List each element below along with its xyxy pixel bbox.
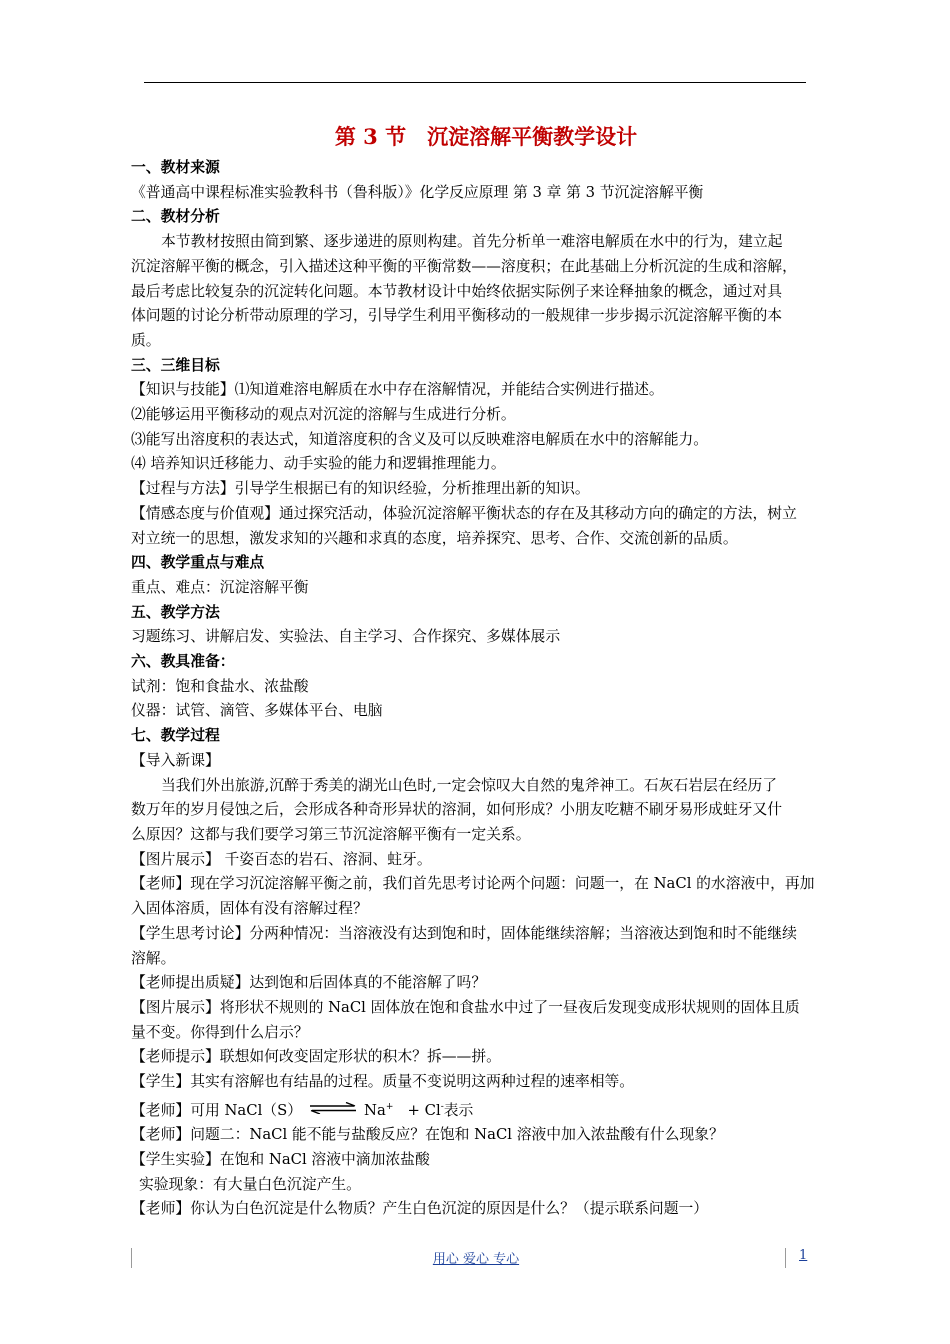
paragraph: 【老师提示】联想如何改变固定形状的积木？拆——拼。 [131, 1048, 501, 1066]
paragraph: 最后考虑比较复杂的沉淀转化问题。本节教材设计中始终依据实际例子来诠释抽象的概念，通过对具 [131, 282, 783, 300]
paragraph: 对立统一的思想，激发求知的兴趣和求真的态度，培养探究、思考、合作、交流创新的品质。 [131, 529, 738, 547]
paragraph: 【学生实验】在饱和 NaCl 溶液中滴加浓盐酸 [131, 1151, 430, 1169]
paragraph: 【老师提出质疑】达到饱和后固体真的不能溶解了吗？ [131, 974, 487, 992]
paragraph: 习题练习、讲解启发、实验法、自主学习、合作探究、多媒体展示 [131, 628, 561, 646]
paragraph: 【情感态度与价值观】通过探究活动，体验沉淀溶解平衡状态的存在及其移动方向的确定的方法，树立 [131, 504, 797, 522]
paragraph: 溶解。 [131, 949, 176, 967]
paragraph: 【老师】你认为白色沉淀是什么物质？产生白色沉淀的原因是什么？（提示联系问题一） [131, 1200, 709, 1218]
paragraph: 入固体溶质，固体有没有溶解过程？ [131, 900, 368, 918]
section-heading: 二、教材分析 [131, 208, 220, 226]
paragraph: 【知识与技能】⑴知道难溶电解质在水中存在溶解情况，并能结合实例进行描述。 [131, 381, 664, 399]
paragraph: ⑶能写出溶度积的表达式，知道溶度积的含义及可以反映难溶电解质在水中的溶解能力。 [131, 430, 709, 448]
paragraph: 本节教材按照由简到繁、逐步递进的原则构建。首先分析单一难溶电解质在水中的行为，建立起 [161, 233, 783, 251]
header-rule [144, 82, 806, 83]
paragraph: 【图片展示】将形状不规则的 NaCl 固体放在饱和食盐水中过了一昼夜后发现变成形状规则的固体且质 [131, 998, 800, 1016]
paragraph-label: 【导入新课】 [131, 751, 220, 769]
paragraph: 【过程与方法】引导学生根据已有的知识经验，分析推理出新的知识。 [131, 480, 590, 498]
page-number: 1 [799, 1248, 808, 1263]
paragraph: 【学生】其实有溶解也有结晶的过程。质量不变说明这两种过程的速率相等。 [131, 1073, 635, 1091]
page-title: 第 3 节 沉淀溶解平衡教学设计 [334, 124, 638, 149]
ion-chloride: Cl [424, 1101, 441, 1119]
paragraph: 仪器：试管、滴管、多媒体平台、电脑 [131, 702, 383, 720]
footer-motto: 用心 爱心 专心 [432, 1252, 520, 1267]
paragraph: 体问题的讨论分析带动原理的学习，引导学生利用平衡移动的一般规律一步步揭示沉淀溶解平衡的本 [131, 307, 783, 325]
equilibrium-equation [131, 1095, 821, 1124]
page-footer [131, 1246, 821, 1272]
paragraph: 【学生思考讨论】分两种情况：当溶液没有达到饱和时，固体能继续溶解；当溶液达到饱和时不能继续 [131, 924, 797, 942]
section-heading: 七、教学过程 [131, 727, 220, 745]
plus-sign: + [407, 1101, 420, 1119]
paragraph: 么原因？这都与我们要学习第三节沉淀溶解平衡有一定关系。 [131, 825, 531, 843]
ion-charge: + [385, 1101, 394, 1112]
paragraph: ⑷ 培养知识迁移能力、动手实验的能力和逻辑推理能力。 [131, 455, 506, 473]
paragraph: 实验现象：有大量白色沉淀产生。 [139, 1175, 361, 1193]
document-body [131, 118, 821, 1222]
equation-prefix: 【老师】可用 NaCl（S） [131, 1101, 303, 1119]
paragraph: 当我们外出旅游,沉醉于秀美的湖光山色时,一定会惊叹大自然的鬼斧神工。石灰石岩层在经历了 [161, 776, 778, 794]
section-heading: 四、教学重点与难点 [131, 554, 265, 572]
section-heading: 五、教学方法 [131, 603, 220, 621]
equation-suffix: 表示 [443, 1101, 474, 1119]
paragraph: 重点、难点：沉淀溶解平衡 [131, 578, 309, 596]
paragraph: 质。 [131, 331, 161, 349]
section-heading: 一、教材来源 [131, 159, 220, 176]
paragraph: ⑵能够运用平衡移动的观点对沉淀的溶解与生成进行分析。 [131, 406, 516, 424]
paragraph: 【图片展示】 千姿百态的岩石、溶洞、蛀牙。 [131, 850, 432, 868]
paragraph: 【老师】现在学习沉淀溶解平衡之前，我们首先思考讨论两个问题：问题一，在 NaCl 的水溶液中，再加 [131, 875, 815, 893]
section-heading: 六、教具准备： [131, 653, 235, 671]
paragraph: 《普通高中课程标准实验教科书（鲁科版）》化学反应原理 第 3 章 第 3 节沉淀溶解平衡 [131, 183, 704, 201]
paragraph: 数万年的岁月侵蚀之后，会形成各种奇形异状的溶洞，如何形成？小朋友吃糖不刷牙易形成蛀牙又什 [131, 801, 783, 819]
paragraph: 量不变。你得到什么启示？ [131, 1023, 309, 1041]
paragraph: 沉淀溶解平衡的概念，引入描述这种平衡的平衡常数——溶度积；在此基础上分析沉淀的生成和溶解， [131, 257, 797, 275]
section-heading: 三、三维目标 [131, 356, 220, 374]
ion-charge: - [440, 1101, 444, 1112]
footer-divider [785, 1248, 786, 1268]
equilibrium-arrow-icon [308, 1098, 358, 1123]
paragraph: 试剂：饱和食盐水、浓盐酸 [131, 677, 309, 695]
ion-sodium: Na [364, 1101, 386, 1119]
paragraph: 【老师】问题二：NaCl 能不能与盐酸反应？在饱和 NaCl 溶液中加入浓盐酸有什么现象？ [131, 1126, 724, 1144]
